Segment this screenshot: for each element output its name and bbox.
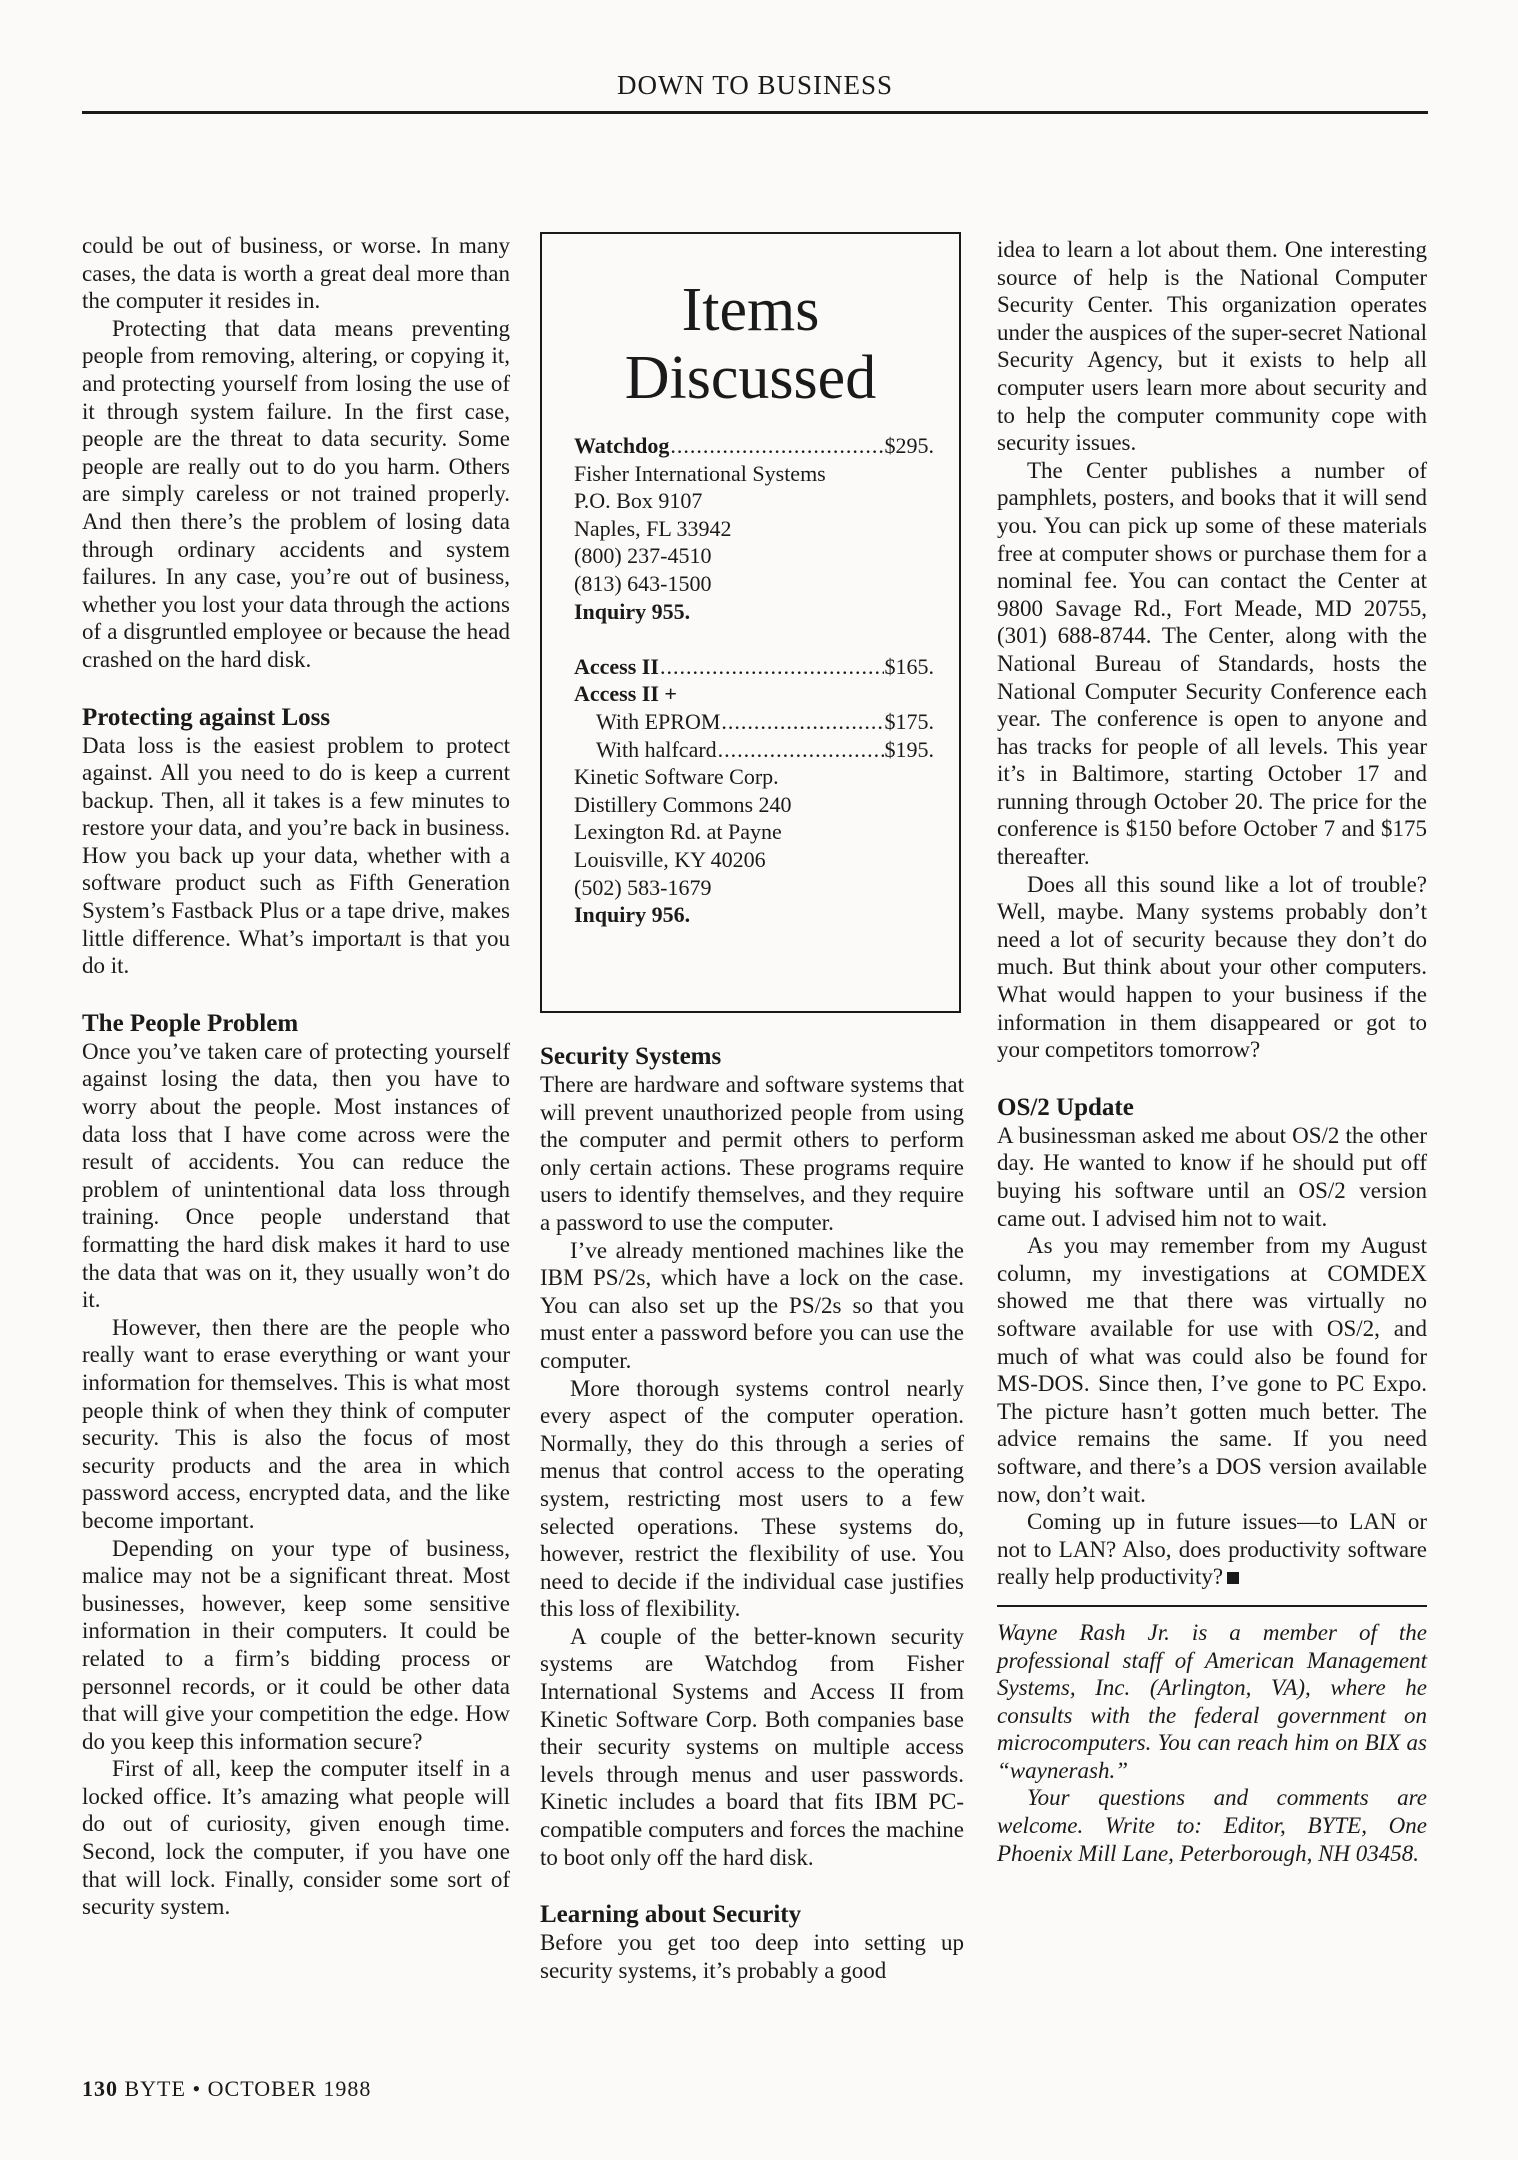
bio-rule xyxy=(997,1605,1427,1607)
paragraph: Once you’ve taken care of protecting yourself against losing the data, then you have to worry about the people. Most instances of data loss that I have come across were the result of accidents. You can reduce the problem of unintentional data loss through training. Once people understand that formatting the hard disk makes it hard to use the data that was on it, they usually won’t do it. xyxy=(82,1038,510,1313)
paragraph: First of all, keep the computer itself in a locked office. It’s amazing what people will do out of curiosity, given enough time. Second, lock the computer, if you have one that will lock. Finally, consider some sort of security system. xyxy=(82,1756,510,1920)
header-rule xyxy=(82,111,1428,114)
vendor-line: Fisher International Systems xyxy=(574,460,826,486)
paragraph: More thorough systems control nearly every aspect of the computer operation. Normally, they do this through a series of menus that control access to the operating system, restricting most users to a few selected operations. These systems do, however, restrict the flexibility of use. You need to decide if the individual case justifies this loss of flexibility. xyxy=(540,1375,964,1622)
paragraph-final xyxy=(997,1508,1427,1591)
paragraph: The Center publishes a number of pamphlets, posters, and books that it will send you. You can pick up some of these materials free at computer shows or purchase them for a nominal fee. You can contact the Center at 9800 Savage Rd., Fort Meade, MD 20755, (301) 688-8744. The Center, along with the National Bureau of Standards, hosts the National Computer Security Conference each year. The conference is open to anyone and has tracks for people of all levels. This year it’s in Baltimore, starting October 17 and running through October 20. The price for the conference is $150 before October 7 and $175 thereafter. xyxy=(997,457,1427,870)
column-2 xyxy=(540,1042,964,1984)
box-body xyxy=(574,432,934,929)
vendor-line: P.O. Box 9107 xyxy=(574,488,703,514)
product-name: Watchdog xyxy=(574,433,670,458)
vendor-line: Distillery Commons 240 xyxy=(574,791,792,817)
box-title-line: Discussed xyxy=(624,344,877,412)
box-title xyxy=(542,276,959,412)
author-bio: Wayne Rash Jr. is a member of the professional staff of American Management Systems, Inc. (Arlington, VA), where he consults with the federal government on microcomputers. You can reach him on BIX as “waynerash.” xyxy=(997,1619,1427,1783)
paragraph: I’ve already mentioned machines like the IBM PS/2s, which have a lock on the case. You can also set up the PS/2s so that you must enter a password before you can use the computer. xyxy=(540,1237,964,1373)
inquiry-number: Inquiry 955. xyxy=(574,598,691,624)
paragraph: Data loss is the easiest problem to protect against. All you need to do is keep a current backup. Then, all it takes is a few minutes to restore your data, and you’re back in business. How you back up your data, whether with a software product such as Fifth Generation System’s Fastback Plus or a tape drive, makes little difference. What’s importaлt is that you do it. xyxy=(82,732,510,979)
vendor-line: (813) 643-1500 xyxy=(574,570,712,596)
paragraph: Protecting that data means preventing people from removing, altering, or copying it, and protecting yourself from losing the use of it through system failure. In the first case, people are the threat to data security. Some people are really out to do you harm. Others are simply careless or not trained properly. And then there’s the problem of losing data through ordinary accidents and system failures. In any case, you’re out of business, whether you lost your data through the actions of a disgruntled employee or because the head crashed on the hard disk. xyxy=(82,315,510,672)
column-1 xyxy=(82,232,510,1921)
variant-name: With EPROM xyxy=(596,708,721,734)
reader-note: Your questions and comments are welcome. Write to: Editor, BYTE, One Phoenix Mill Lane, Peterborough, NH 03458. xyxy=(997,1785,1427,1866)
section-heading: Learning about Security xyxy=(540,1901,802,1929)
variant-price: $195. xyxy=(884,736,934,762)
paragraph: As you may remember from my August column, my investigations at COMDEX showed me that there was virtually no software available for use with OS/2, and much of what was could also be found for MS-DOS. Since then, I’ve gone to PC Expo. The picture hasn’t gotten much better. The advice remains the same. If you need software, and there’s a DOS version available now, don’t wait. xyxy=(997,1233,1427,1507)
vendor-line: Naples, FL 33942 xyxy=(574,515,732,541)
product-name: Access II + xyxy=(574,681,677,707)
paragraph: idea to learn a lot about them. One interesting source of help is the National Computer Security Center. This organization operates under the auspices of the super-secret National Security Agency, but it exists to help all computer users learn more about security and to help the computer community cope with security issues. xyxy=(997,237,1427,456)
section-heading: OS/2 Update xyxy=(997,1093,1134,1121)
paragraph: A couple of the better-known security systems are Watchdog from Fisher International Systems and Access II from Kinetic Software Corp. Both companies base their security systems on multiple access levels through menus and user passwords. Kinetic includes a board that fits IBM PC-compatible computers and forces the machine to boot only off the hard disk. xyxy=(540,1623,964,1870)
paragraph: However, then there are the people who really want to erase everything or want your information for themselves. This is what most people think of when they think of computer security. This is also the focus of most security products and the area in which password access, encrypted data, and the like become important. xyxy=(82,1314,510,1533)
vendor-line: Lexington Rd. at Payne xyxy=(574,819,782,845)
leader-dots xyxy=(718,736,884,764)
vendor-line: Louisville, KY 40206 xyxy=(574,846,766,872)
column-3 xyxy=(997,236,1427,1867)
paragraph: could be out of business, or worse. In many cases, the data is worth a great deal more than the computer it resides in. xyxy=(82,233,510,314)
end-mark-icon xyxy=(1227,1572,1239,1584)
product-price: $165. xyxy=(884,653,934,679)
variant-name: With halfcard xyxy=(596,736,717,762)
vendor-line: (502) 583-1679 xyxy=(574,874,712,900)
page-number: 130 xyxy=(82,2076,118,2101)
vendor-line: (800) 237-4510 xyxy=(574,543,712,569)
leader-dots xyxy=(660,653,884,681)
items-discussed-box xyxy=(540,232,961,1013)
section-heading: The People Problem xyxy=(82,1009,299,1037)
running-header: DOWN TO BUSINESS xyxy=(616,70,894,100)
variant-line xyxy=(574,708,934,736)
paragraph: Depending on your type of business, malice may not be a significant threat. Most businesses, however, keep some sensitive information in their computers. It could be related to a firm’s bidding process or personnel records, or it could be other data that will give your competition the edge. How do you keep this information secure? xyxy=(82,1535,510,1754)
variant-price: $175. xyxy=(884,708,934,734)
leader-dots xyxy=(670,432,883,460)
page-footer xyxy=(82,2076,371,2102)
section-heading: Protecting against Loss xyxy=(82,703,331,731)
paragraph: There are hardware and software systems that will prevent unauthorized people from using the computer and permit others to perform only certain actions. These programs require users to identify themselves, and they require a password to use the computer. xyxy=(540,1072,964,1235)
product-name: Access II xyxy=(574,653,659,679)
vendor-line: Kinetic Software Corp. xyxy=(574,764,779,790)
product-line xyxy=(574,432,934,460)
box-title-line: Items xyxy=(681,276,820,344)
paragraph: Does all this sound like a lot of trouble? Well, maybe. Many systems probably don’t need a lot of security because they don’t do much. But think about your other computers. What would happen to your business if the information in them disappeared or got to your competitors tomorrow? xyxy=(997,871,1427,1063)
variant-line xyxy=(574,736,934,764)
section-heading: Security Systems xyxy=(540,1043,722,1070)
product-price: $295. xyxy=(884,433,934,458)
leader-dots xyxy=(721,708,883,736)
product-line xyxy=(574,653,934,681)
inquiry-number: Inquiry 956. xyxy=(574,902,691,928)
publication-info: BYTE • OCTOBER 1988 xyxy=(124,2076,372,2101)
paragraph: Before you get too deep into setting up security systems, it’s probably a good xyxy=(540,1930,964,1983)
paragraph: A businessman asked me about OS/2 the other day. He wanted to know if he should put off buying his software until an OS/2 version came out. I advised him not to wait. xyxy=(997,1122,1427,1231)
final-paragraph-text: Coming up in future issues—to LAN or not to LAN? Also, does productivity software really help productivity? xyxy=(997,1509,1427,1590)
